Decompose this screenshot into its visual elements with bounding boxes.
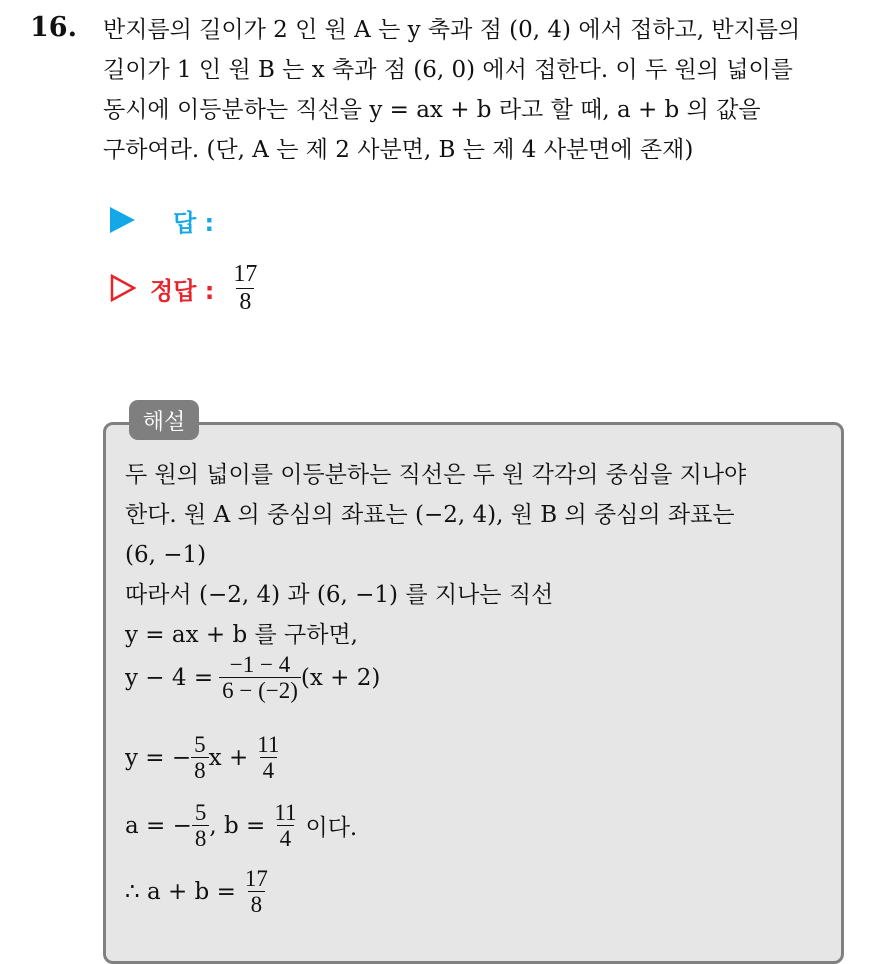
solution-line: (6, −1): [125, 542, 207, 568]
equation-lhs: ∴ a + b =: [125, 878, 236, 905]
fraction-denominator: 6 − (−2): [219, 677, 301, 703]
solution-line: 한다. 원 A 의 중심의 좌표는 (−2, 4), 원 B 의 중심의 좌표는: [125, 502, 735, 528]
equation-middle: , b =: [209, 812, 266, 839]
equation-line-coefficients: [125, 800, 357, 852]
question-text: [103, 10, 863, 170]
equation-lhs: y − 4 =: [125, 664, 214, 691]
answer-label: 답 :: [173, 208, 215, 237]
correct-answer-row: [110, 256, 260, 320]
question-line: 반지름의 길이가 2 인 원 A 는 y 축과 점 (0, 4) 에서 접하고, 반지름의: [103, 17, 801, 43]
fraction-numerator: 5: [194, 732, 206, 757]
equation-lhs: a = −: [125, 812, 192, 839]
equation-fraction: [191, 732, 209, 784]
fraction-denominator: 4: [260, 757, 278, 783]
fraction-numerator: −1 − 4: [229, 652, 291, 677]
equation-line-sum: [125, 866, 271, 918]
fraction-denominator: 8: [236, 288, 254, 315]
correct-answer-fraction: [230, 261, 260, 315]
solution-line: 두 원의 넓이를 이등분하는 직선은 두 원 각각의 중심을 지나야: [125, 462, 747, 488]
fraction-denominator: 4: [277, 825, 295, 851]
fraction-denominator: 8: [248, 891, 266, 917]
equation-fraction: [242, 866, 271, 918]
equation-fraction: [254, 732, 282, 784]
answer-row: [110, 200, 214, 240]
equation-fraction: [219, 652, 301, 704]
equation-rhs: (x + 2): [300, 664, 381, 691]
equation-middle: x +: [208, 744, 249, 771]
question-line: 길이가 1 인 원 B 는 x 축과 점 (6, 0) 에서 접한다. 이 두 원의 넓이를: [103, 57, 793, 83]
equation-tail: 이다.: [305, 815, 358, 842]
equation-lhs: y = −: [125, 744, 192, 771]
equation-line-slope: [125, 652, 380, 704]
fraction-numerator: 5: [194, 800, 207, 825]
play-triangle-icon: [110, 207, 135, 233]
outline-triangle-icon: [110, 274, 136, 302]
solution-tag: 해설: [129, 400, 199, 440]
equation-fraction: [192, 800, 210, 852]
fraction-denominator: 8: [192, 825, 210, 851]
question-line: 구하여라. (단, A 는 제 2 사분면, B 는 제 4 사분면에 존재): [103, 137, 694, 163]
solution-text: [125, 455, 835, 655]
fraction-numerator: 11: [274, 800, 297, 825]
fraction-numerator: 17: [244, 866, 268, 891]
fraction-numerator: 11: [257, 732, 280, 757]
fraction-numerator: 17: [233, 261, 258, 288]
question-line: 동시에 이등분하는 직선을 y = ax + b 라고 할 때, a + b 의 값을: [103, 97, 761, 123]
equation-line-result: [125, 732, 282, 784]
solution-line: y = ax + b 를 구하면,: [125, 622, 358, 648]
solution-line: 따라서 (−2, 4) 과 (6, −1) 를 지나는 직선: [125, 582, 554, 608]
equation-fraction: [271, 800, 299, 852]
question-number: 16.: [30, 12, 77, 43]
fraction-denominator: 8: [191, 757, 209, 783]
correct-answer-label: 정답 :: [150, 276, 215, 305]
